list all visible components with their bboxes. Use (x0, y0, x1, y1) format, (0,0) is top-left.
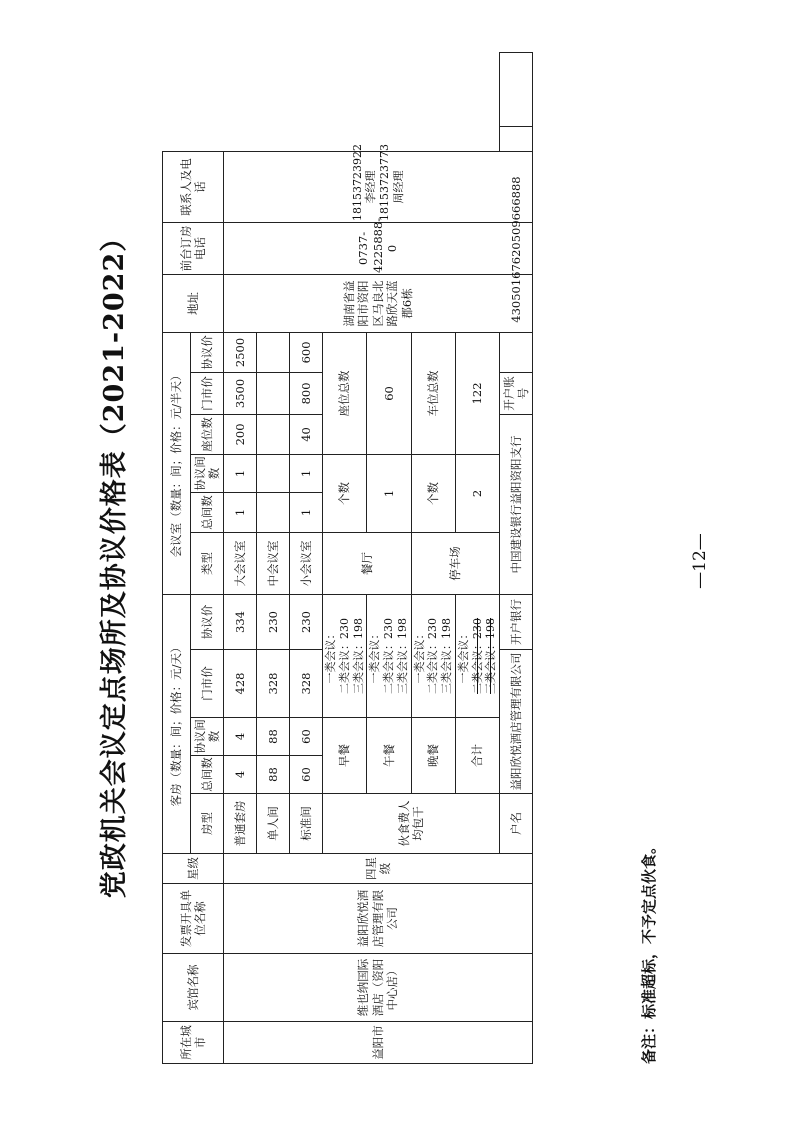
hotel-address: 湖南省益阳市资阳区马良北路欣天蓝郡6栋 (224, 274, 533, 332)
restaurant-label: 餐厅 (323, 532, 412, 594)
header-room-agreed: 协议间数 (191, 718, 224, 756)
hotel-city: 益阳市 (224, 1022, 533, 1064)
meal-rates-total: 一类会议： 二类会议：230 三类会议：198 (455, 594, 499, 717)
meeting-rack: 3500 (224, 372, 257, 414)
dining-label: 伙食费人均包干 (323, 794, 500, 854)
header-room-agreed-price: 协议价 (191, 594, 224, 649)
meeting-seats: 200 (224, 414, 257, 454)
header-room-rack: 门市价 (191, 650, 224, 718)
header-star: 星级 (163, 854, 224, 884)
header-meeting-seats: 座位数 (191, 414, 224, 454)
parking-count-label: 个数 (411, 454, 455, 532)
room-agreed-price: 230 (290, 594, 323, 649)
header-meeting-agreed: 协议间数 (191, 454, 224, 492)
meeting-total: 1 (224, 492, 257, 532)
parking-label: 停车场 (411, 532, 500, 594)
room-type: 单人间 (257, 794, 290, 854)
contact-2: 18153723773周经理 (378, 143, 405, 221)
account-name-label: 户名 (500, 794, 533, 854)
meeting-agreed-price (257, 332, 290, 372)
header-invoice-unit: 发票开具单位名称 (163, 884, 224, 954)
room-type: 普通套房 (224, 794, 257, 854)
header-row-1 (163, 53, 191, 1064)
header-hotel-name: 宾馆名称 (163, 954, 224, 1022)
header-meeting-total: 总间数 (191, 492, 224, 532)
header-room-total: 总间数 (191, 756, 224, 794)
header-front-desk: 前台订房电话 (163, 222, 224, 274)
meeting-rack (257, 372, 290, 414)
header-meeting-type: 类型 (191, 532, 224, 594)
bank-label: 开户银行 (500, 594, 533, 649)
header-address: 地址 (163, 274, 224, 332)
meal-rates: 一类会议： 二类会议：230 三类会议：198 (411, 594, 455, 717)
header-city: 所在城市 (163, 1022, 224, 1064)
restaurant-count: 1 (367, 454, 411, 532)
meeting-agreed: 1 (290, 454, 323, 492)
header-meeting-rack: 门市价 (191, 372, 224, 414)
restaurant-seats-label: 座位总数 (323, 332, 367, 454)
meal-name: 合计 (455, 718, 499, 794)
meeting-type: 小会议室 (290, 532, 323, 594)
room-rack: 328 (290, 650, 323, 718)
account-name: 益阳欣悦酒店管理有限公司 (500, 650, 533, 794)
account-no-label: 开户账号 (500, 372, 533, 414)
meeting-type: 中会议室 (257, 532, 290, 594)
header-meeting-group: 会议室（数量：间；价格：元/半天） (163, 332, 191, 594)
room-agreed-price: 230 (257, 594, 290, 649)
room-total: 60 (290, 756, 323, 794)
header-meeting-agreed-price: 协议价 (191, 332, 224, 372)
hotel-contact (224, 143, 533, 222)
bank-name: 中国建设银行益阳资阳支行 (500, 414, 533, 594)
account-no: 43050167620509666888 (500, 127, 533, 373)
meeting-agreed-price: 2500 (224, 332, 257, 372)
meeting-seats: 40 (290, 414, 323, 454)
meal-rates: 一类会议： 二类会议：230 三类会议：198 (323, 594, 367, 717)
meeting-type: 大会议室 (224, 532, 257, 594)
remark-note: 备注：标准超标，不予定点伙食。 (640, 838, 658, 1064)
meeting-seats (257, 414, 290, 454)
page-number: —12— (690, 533, 710, 589)
restaurant-seats: 60 (367, 332, 411, 454)
hotel-front-desk: 0737-4225888-0 (224, 222, 533, 274)
restaurant-count-label: 个数 (323, 454, 367, 532)
contact-1: 18153723922李经理 (350, 143, 378, 221)
room-agreed-price: 334 (224, 594, 257, 649)
hotel-invoice-unit: 益阳欣悦酒店管理有限公司 (224, 884, 533, 954)
price-table (162, 52, 533, 1064)
meal-name: 晚餐 (411, 718, 455, 794)
meal-rates: 一类会议： 二类会议：230 三类会议：198 (367, 594, 411, 717)
parking-count: 2 (455, 454, 499, 532)
document-title: 党政机关会议定点场所及协议价格表（2021-2022） (99, 223, 130, 899)
bank-blank (500, 53, 533, 127)
header-room-type: 房型 (191, 794, 224, 854)
room-type: 标准间 (290, 794, 323, 854)
header-contact: 联系人及电话 (163, 151, 224, 222)
meeting-total (257, 492, 290, 532)
room-agreed: 60 (290, 718, 323, 756)
parking-spaces-label: 车位总数 (411, 332, 455, 454)
meeting-agreed: 1 (224, 454, 257, 492)
room-rack: 328 (257, 650, 290, 718)
room-agreed: 88 (257, 718, 290, 756)
hotel-name: 维也纳国际酒店（资阳中心店） (224, 954, 533, 1022)
table-row (224, 53, 257, 1064)
meeting-total: 1 (290, 492, 323, 532)
header-rooms-group: 客房（数量：间；价格：元/天） (163, 594, 191, 853)
hotel-star: 四星级 (224, 854, 533, 884)
meeting-rack: 800 (290, 372, 323, 414)
room-rack: 428 (224, 650, 257, 718)
meal-name: 早餐 (323, 718, 367, 794)
meeting-agreed-price: 600 (290, 332, 323, 372)
parking-spaces: 122 (455, 332, 499, 454)
room-total: 88 (257, 756, 290, 794)
room-total: 4 (224, 756, 257, 794)
room-agreed: 4 (224, 718, 257, 756)
meeting-agreed (257, 454, 290, 492)
meal-name: 午餐 (367, 718, 411, 794)
